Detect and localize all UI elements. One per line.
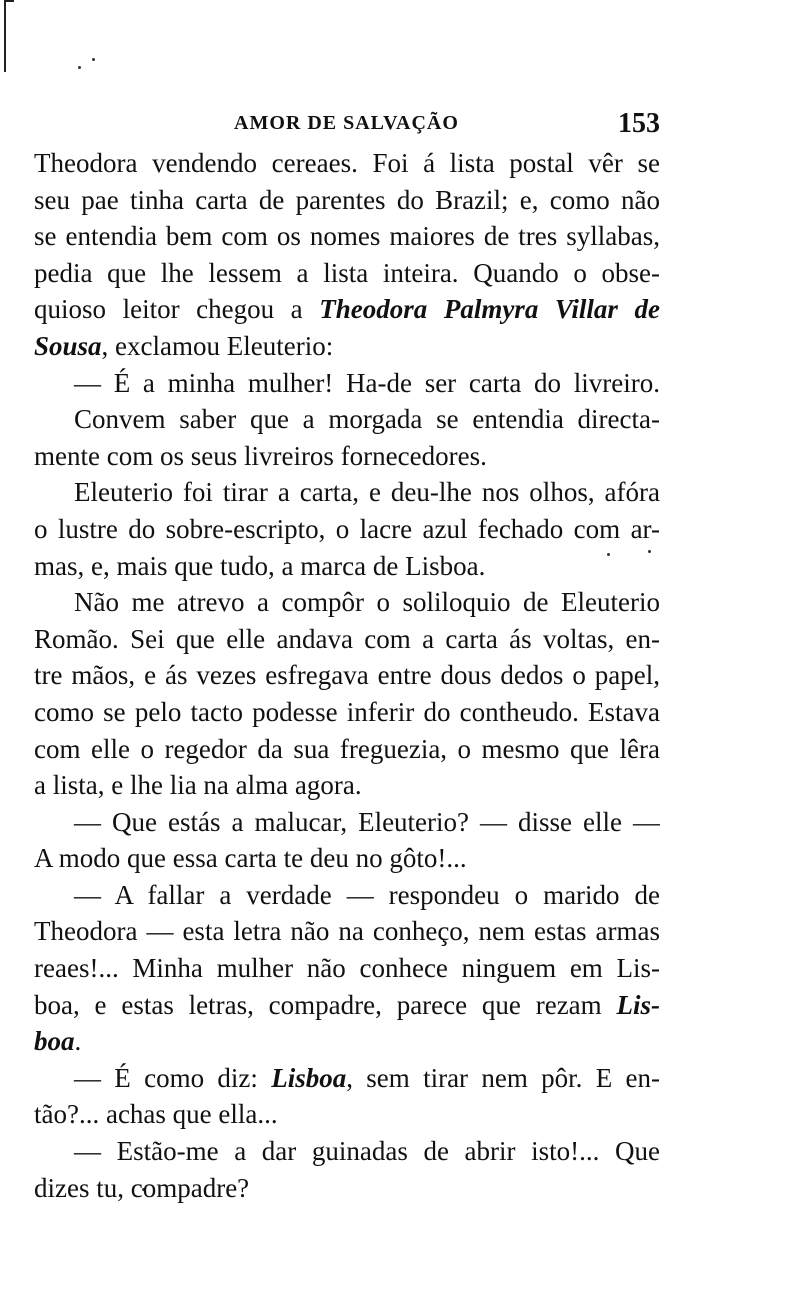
text-line: seu pae tinha carta de parentes do Brazil; e, como não <box>34 184 660 215</box>
text-line: como se pelo tacto podesse inferir do contheudo. Estava <box>34 696 660 727</box>
text-line: Sousa, exclamou Eleuterio: <box>34 330 334 361</box>
text-line: — Que estás a malucar, Eleuterio? — disse elle — <box>74 806 660 837</box>
text-line: Convem saber que a morgada se entendia directa- <box>74 404 660 435</box>
page-number: 153 <box>618 108 660 139</box>
text-line: boa, e estas letras, compadre, parece que rezam Lis- <box>34 989 660 1020</box>
page-edge-mark-top <box>4 0 14 2</box>
text-line: a lista, e lhe lia na alma agora. <box>34 770 362 801</box>
text-line: Theodora vendendo cereaes. Foi á lista postal vêr se <box>34 148 660 178</box>
text-line: — A fallar a verdade — respondeu o marido de <box>74 879 660 910</box>
text-line: mas, e, mais que tudo, a marca de Lisboa. <box>34 550 486 581</box>
text-line: reaes!... Minha mulher não conhece ninguem em Lis- <box>34 953 660 984</box>
running-title: AMOR DE SALVAÇÃO <box>234 112 459 134</box>
text-line: dizes tu, compadre? <box>34 1172 250 1203</box>
text-line: tão?... achas que ella... <box>34 1099 278 1130</box>
text-line: Romão. Sei que elle andava com a carta ás voltas, en- <box>34 623 660 654</box>
text-line: tre mãos, e ás vezes esfregava entre dous dedos o papel, <box>34 660 660 691</box>
text-line: — Estão-me a dar guinadas de abrir isto!... Que <box>74 1136 660 1167</box>
text-line: boa. <box>34 1026 82 1057</box>
text-line: — É como diz: Lisboa, sem tirar nem pôr. E en- <box>74 1062 660 1093</box>
text-line: Theodora — esta letra não na conheço, nem estas armas <box>34 916 660 947</box>
text-line: com elle o regedor da sua freguezia, o mesmo que lêra <box>34 733 660 764</box>
text-line: mente com os seus livreiros fornecedores. <box>34 440 487 471</box>
text-line: quioso leitor chegou a Theodora Palmyra Villar de <box>34 294 660 325</box>
text-line: pedia que lhe lessem a lista inteira. Quando o obse- <box>34 257 660 288</box>
running-head <box>34 108 660 140</box>
text-line: o lustre do sobre-escripto, o lacre azul fechado com ar- <box>34 513 660 544</box>
text-line: Eleuterio foi tirar a carta, e deu-lhe nos olhos, afóra <box>74 477 660 508</box>
page-edge-mark <box>4 0 6 72</box>
ink-speck <box>92 58 95 61</box>
text-line: A modo que essa carta te deu no gôto!... <box>34 843 467 874</box>
text-line: Não me atrevo a compôr o soliloquio de Eleuterio <box>74 587 660 618</box>
text-line: se entendia bem com os nomes maiores de tres syllabas, <box>34 221 660 252</box>
ink-speck <box>78 66 81 69</box>
text-line: — É a minha mulher! Ha-de ser carta do livreiro. <box>74 367 660 398</box>
body-text <box>34 145 660 1206</box>
